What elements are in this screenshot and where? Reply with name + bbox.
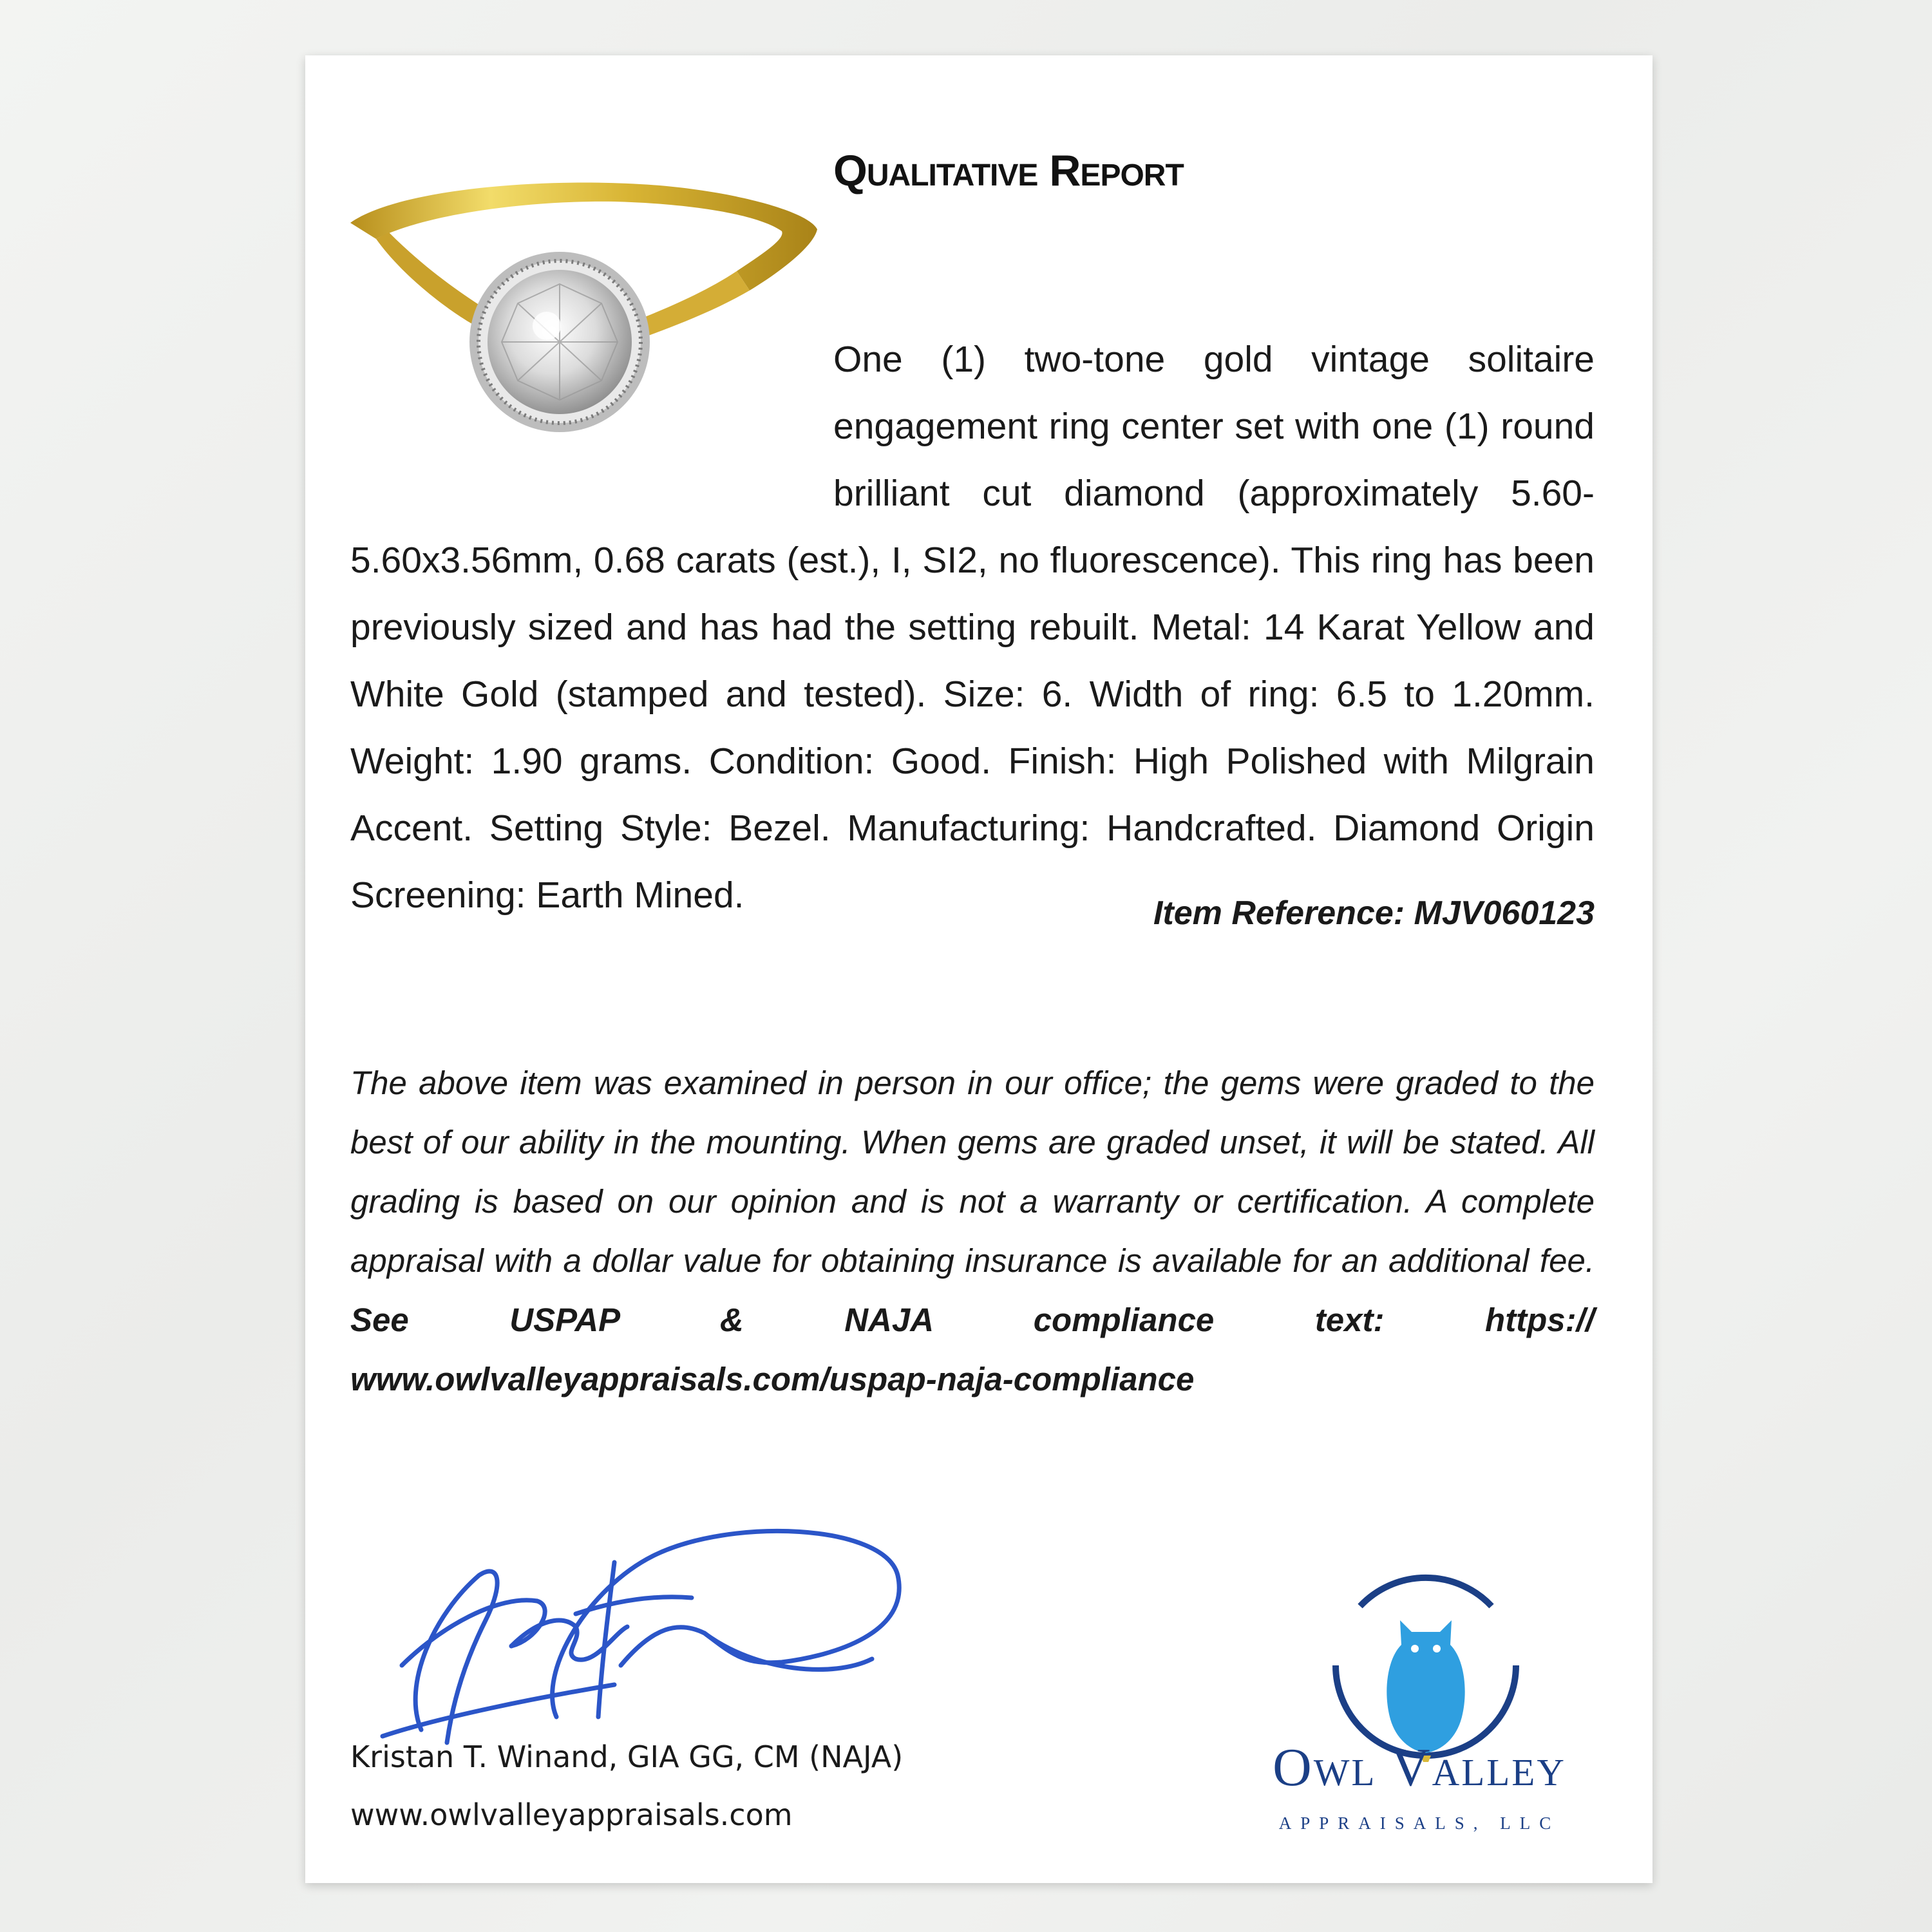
report-title: Qualitative Report xyxy=(833,146,1184,195)
photo-spacer xyxy=(350,326,833,527)
report-description xyxy=(350,326,1595,929)
disclaimer xyxy=(350,1054,1595,1409)
compliance-text: See USPAP & NAJA compliance text: https:// www.owlvalleyappraisals.com/uspap-naja-compliance xyxy=(350,1302,1595,1397)
brand-subtitle: APPRAISALS, LLC xyxy=(1278,1814,1560,1833)
signer-name: Kristan T. Winand, GIA GG, CM (NAJA) xyxy=(350,1739,904,1774)
disclaimer-text: The above item was examined in person in our office; the gems were graded to the best of our ability in the mounting. When gems are graded unset, it will be stated. All grading is based on our opinion and is not a warranty or certification. A complete appraisal with a dollar value for obtaining insurance is available for an additional fee. xyxy=(350,1065,1595,1279)
report-card xyxy=(305,55,1653,1883)
brand-name: Owl Valley xyxy=(1273,1738,1566,1797)
item-reference: Item Reference: MJV060123 xyxy=(1153,895,1595,932)
description-text: One (1) two-tone gold vintage solitaire engagement ring center set with one (1) round brilliant cut diamond (approximately 5.60-5.60x3.56mm, 0.68 carats (est.), I, SI2, no fluorescence). This ring has been previously sized and has had the setting rebuilt. Metal: 14 Karat Yellow and White Gold (stamped and tested). Size: 6. Width of ring: 6.5 to 1.20mm. Weight: 1.90 grams. Condition: Good. Finish: High Polished with Milgrain Accent. Setting Style: Bezel. Manufacturing: Handcrafted. Diamond Origin Screening: Earth Mined. xyxy=(350,339,1595,916)
signer-website: www.owlvalleyappraisals.com xyxy=(350,1797,793,1832)
